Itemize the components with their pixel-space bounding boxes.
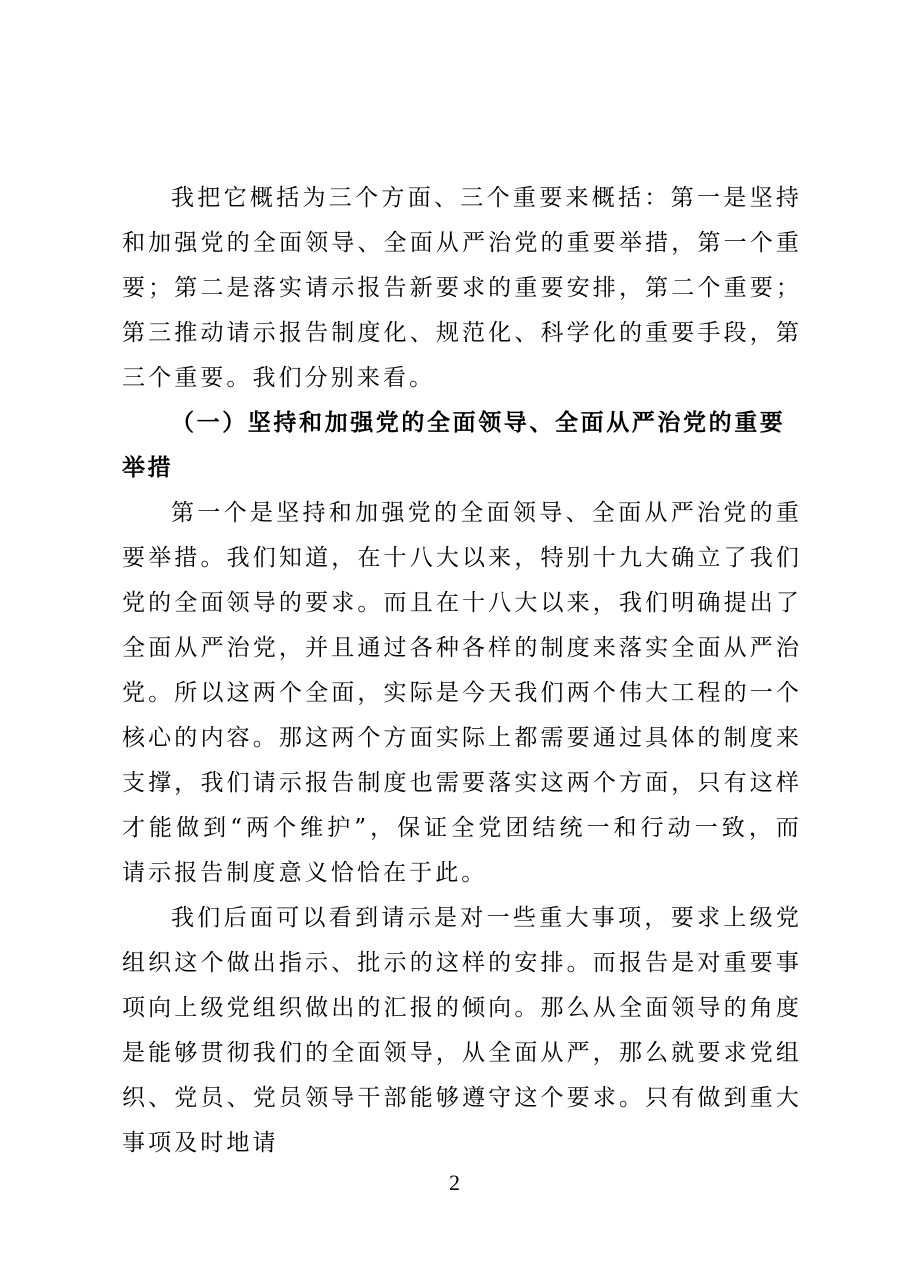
section-heading: （一）坚持和加强党的全面领导、全面从严治党的重要举措 <box>122 410 786 481</box>
paragraph-section-one: 第一个是坚持和加强党的全面领导、全面从严治党的重要举措。我们知道，在十八大以来，特别十九大确立了我们党的全面领导的要求。而且在十八大以来，我们明确提出了全面从严治党，并且通过各种各样的制度来落实全面从严治党。所以这两个全面，实际是今天我们两个伟大工程的一个核心的内容。那这两个方面实际上都需要通过具体的制度来支撑，我们请示报告制度也需要落实这两个方面，只有这样才能做到“两个维护”，保证全党团结统一和行动一致，而请示报告制度意义恰恰在于此。 <box>122 500 802 886</box>
paragraph-intro: 我把它概括为三个方面、三个重要来概括：第一是坚持和加强党的全面领导、全面从严治党的重要举措，第一个重要；第二是落实请示报告新要求的重要安排，第二个重要；第三推动请示报告制度化、规范化、科学化的重要手段，第三个重要。我们分别来看。 <box>122 185 802 391</box>
page-number: 2 <box>449 1170 460 1195</box>
paragraph-request-report: 我们后面可以看到请示是对一些重大事项，要求上级党组织这个做出指示、批示的这样的安排。而报告是对重要事项向上级党组织做出的汇报的倾向。那么从全面领导的角度是能够贯彻我们的全面领导，从全面从严，那么就要求党组织、党员、党员领导干部能够遵守这个要求。只有做到重大事项及时地请 <box>122 905 802 1156</box>
document-body <box>122 176 802 1166</box>
